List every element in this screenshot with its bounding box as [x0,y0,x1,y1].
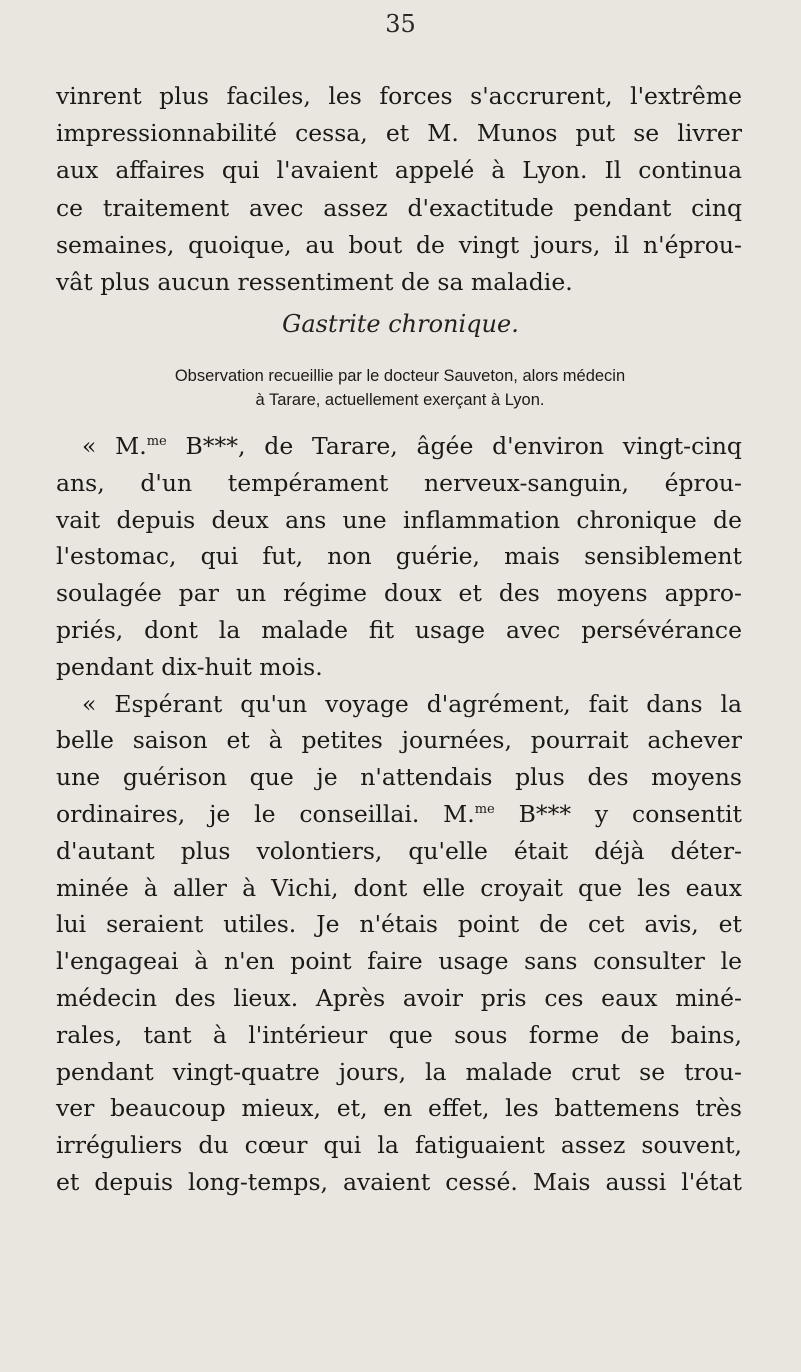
page-number: 35 [385,10,416,38]
text-line: aux affaires qui l'avaient appelé à Lyon. Il continua [56,156,742,185]
case-text [56,428,742,1201]
section-heading: Gastrite chronique. [282,310,519,338]
observation-line: à Tarare, actuellement exerçant à Lyon. [255,391,545,409]
text-line: irréguliers du cœur qui la fatiguaient assez souvent, [56,1131,742,1160]
intro-paragraph [56,78,742,301]
text-line: d'autant plus volontiers, qu'elle était déjà déter- [56,836,742,865]
text-line: médecin des lieux. Après avoir pris ces eaux miné- [56,983,742,1012]
text-line: une guérison que je n'attendais plus des moyens [56,763,742,792]
text-line: l'engageai à n'en point faire usage sans consulter le [56,947,742,976]
text-line: lui seraient utiles. Je n'étais point de cet avis, et [56,910,742,939]
text-line: semaines, quoique, au bout de vingt jours, il n'éprou- [56,230,742,259]
text-line: ver beaucoup mieux, et, en effet, les battemens très [56,1094,742,1123]
text-line: vait depuis deux ans une inflammation chronique de [56,505,742,534]
text-line: impressionnabilité cessa, et M. Munos put se livrer [56,119,742,148]
observation-note [60,364,740,412]
text-line: et depuis long-temps, avaient cessé. Mais aussi l'état [56,1167,742,1196]
text-line: « Espérant qu'un voyage d'agrément, fait dans la [82,689,742,718]
text-line: pendant dix-huit mois. [56,652,323,681]
text-line: belle saison et à petites journées, pourrait achever [56,726,742,755]
text-line: minée à aller à Vichi, dont elle croyait que les eaux [56,873,742,902]
text-line: priés, dont la malade fit usage avec persévérance [56,615,742,644]
text-line: ce traitement avec assez d'exactitude pendant cinq [56,193,742,222]
text-line: ordinaires, je le conseillai. M.$^{me}$ B*** y consentit [56,799,742,828]
text-line: pendant vingt-quatre jours, la malade crut se trou- [56,1057,742,1086]
text-line: l'estomac, qui fut, non guérie, mais sensiblement [56,542,742,571]
text-line: ans, d'un tempérament nerveux-sanguin, éprou- [56,468,742,497]
text-line: vinrent plus faciles, les forces s'accrurent, l'extrême [56,82,742,110]
text-line: soulagée par un régime doux et des moyens appro- [56,579,742,608]
text-line: rales, tant à l'intérieur que sous forme de bains, [56,1020,742,1049]
text-line: vât plus aucun ressentiment de sa maladie. [56,267,573,296]
text-line: « M.$^{me}$ B***, de Tarare, âgée d'environ vingt-cinq [82,432,742,460]
observation-line: Observation recueillie par le docteur Sauveton, alors médecin [174,367,626,385]
